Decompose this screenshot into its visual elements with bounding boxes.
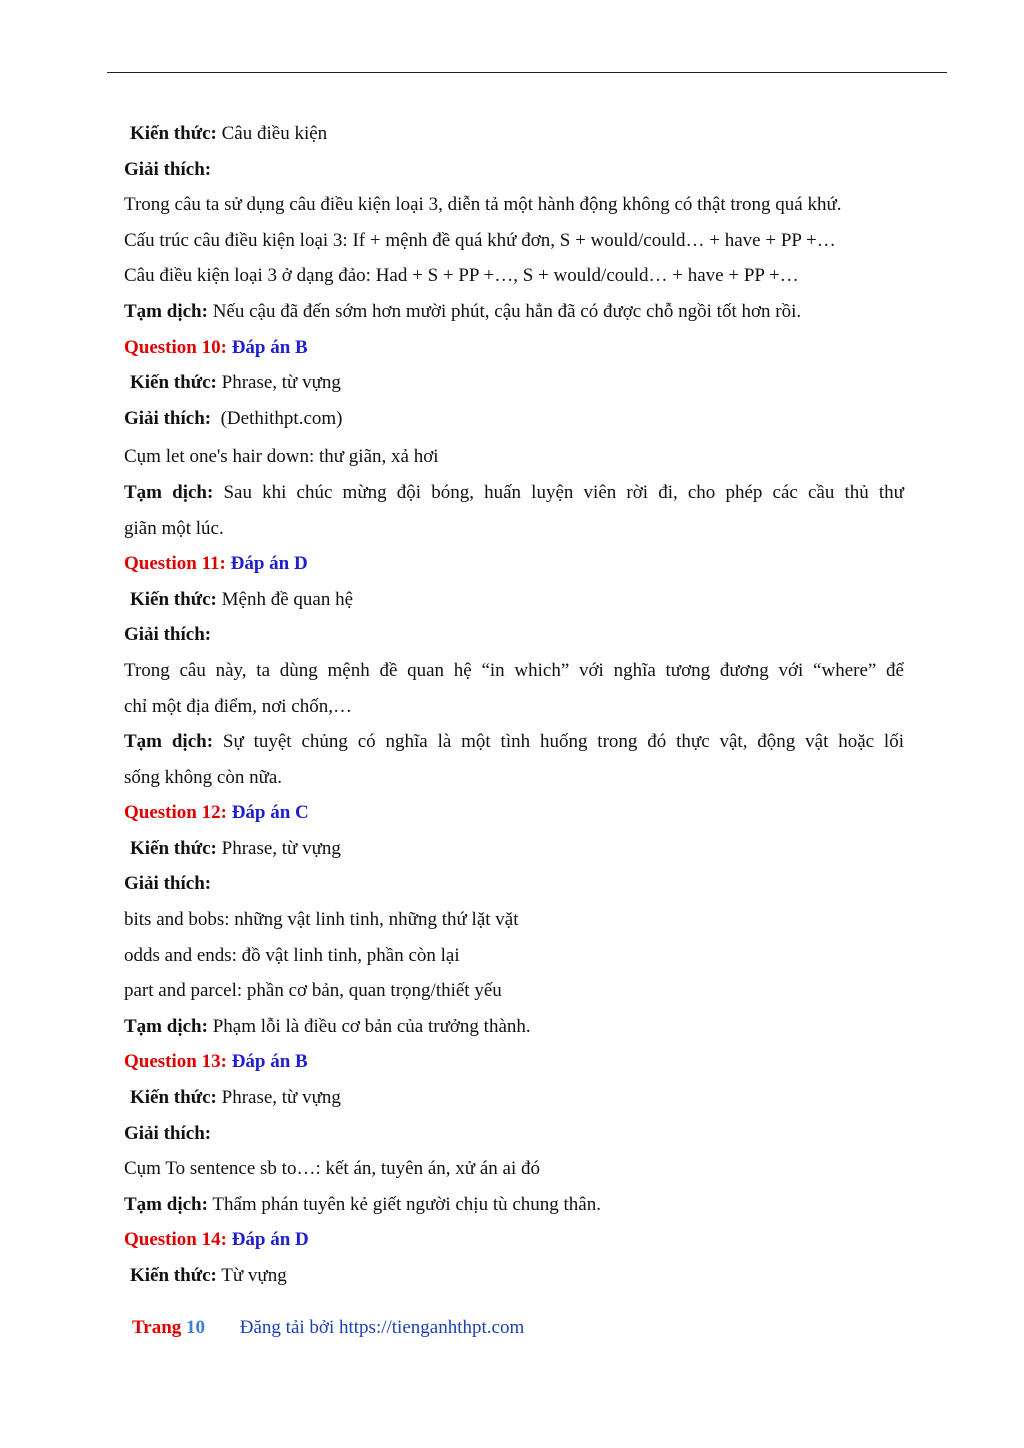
- labeled-line: [124, 365, 904, 401]
- question-number: Question 10:: [124, 336, 227, 358]
- line-label: Giải thích:: [124, 1122, 212, 1144]
- labeled-line: [124, 1187, 904, 1223]
- labeled-line: [124, 116, 904, 152]
- line-text: Phrase, từ vựng: [216, 372, 341, 394]
- question-number: Question 11:: [124, 553, 226, 575]
- labeled-line: [124, 152, 904, 188]
- text-line: Cấu trúc câu điều kiện loại 3: If + mệnh đề quá khứ đơn, S + would/could… + have + PP +…: [124, 229, 836, 251]
- line-label: Kiến thức:: [130, 123, 217, 144]
- line-label: Tạm dịch:: [124, 481, 214, 503]
- labeled-line: [124, 1116, 904, 1152]
- labeled-line: [124, 617, 904, 653]
- labeled-line: [124, 475, 904, 511]
- line-label: Giải thích:: [124, 407, 212, 429]
- question-heading: [124, 795, 904, 831]
- line-label: Giải thích:: [124, 158, 212, 180]
- line-label: Kiến thức:: [130, 372, 217, 394]
- page-label: Trang: [132, 1317, 182, 1338]
- text-line: sống không còn nữa.: [124, 766, 283, 788]
- labeled-line: [124, 1258, 904, 1294]
- line-text: Sự tuyệt chủng có nghĩa là một tình huống trong đó thực vật, động vật hoặc lối: [213, 731, 904, 753]
- labeled-line: [124, 401, 904, 437]
- line-text: Nếu cậu đã đến sớm hơn mười phút, cậu hẳn đã có được chỗ ngồi tốt hơn rồi.: [207, 300, 802, 322]
- line-label: Giải thích:: [124, 873, 212, 895]
- line-text: Phrase, từ vựng: [216, 1087, 341, 1109]
- answer-key: Đáp án D: [226, 1229, 309, 1251]
- header-rule: [107, 72, 947, 73]
- labeled-line: [124, 294, 904, 330]
- question-heading: [124, 546, 904, 582]
- line-label: Kiến thức:: [130, 1087, 217, 1109]
- text-line: part and parcel: phần cơ bản, quan trọng/thiết yếu: [124, 980, 502, 1002]
- line-label: Tạm dịch:: [124, 300, 208, 322]
- page-number: 10: [186, 1317, 206, 1338]
- answer-key: Đáp án B: [226, 336, 308, 358]
- text-line: odds and ends: đồ vật linh tinh, phần còn lại: [124, 944, 460, 966]
- labeled-line: [124, 724, 904, 760]
- text-line: Trong câu này, ta dùng mệnh đề quan hệ “in which” với nghĩa tương đương với “where” để: [124, 659, 904, 681]
- text-line: bits and bobs: những vật linh tinh, những thứ lặt vặt: [124, 909, 519, 931]
- question-heading: [124, 1222, 904, 1258]
- answer-key: Đáp án C: [226, 802, 309, 824]
- line-text: Thẩm phán tuyên kẻ giết người chịu tù chung thân.: [207, 1193, 601, 1215]
- line-label: Tạm dịch:: [124, 1193, 208, 1215]
- line-label: Giải thích:: [124, 624, 212, 646]
- question-number: Question 12:: [124, 802, 227, 824]
- question-heading: [124, 1044, 904, 1080]
- question-heading: [124, 330, 904, 366]
- answer-key: Đáp án B: [226, 1051, 308, 1073]
- line-label: Kiến thức:: [130, 1265, 217, 1286]
- text-line: chỉ một địa điểm, nơi chốn,…: [124, 695, 352, 717]
- line-text: (Dethithpt.com): [211, 407, 343, 429]
- line-label: Tạm dịch:: [124, 1015, 208, 1037]
- labeled-line: [124, 831, 904, 867]
- document-body: [124, 116, 904, 1294]
- question-number: Question 13:: [124, 1051, 227, 1073]
- text-line: Cụm To sentence sb to…: kết án, tuyên án, xử án ai đó: [124, 1158, 540, 1180]
- question-number: Question 14:: [124, 1229, 227, 1251]
- text-line: Cụm let one's hair down: thư giãn, xả hơi: [124, 446, 439, 468]
- line-text: Phrase, từ vựng: [216, 837, 341, 859]
- labeled-line: [124, 1080, 904, 1116]
- page-footer: [132, 1314, 524, 1342]
- uploaded-by-link[interactable]: Đăng tải bởi https://tienganhthpt.com: [239, 1317, 525, 1338]
- text-line: giãn một lúc.: [124, 517, 224, 539]
- line-text: Sau khi chúc mừng đội bóng, huấn luyện viên rời đi, cho phép các cầu thủ thư: [213, 481, 904, 503]
- text-line: Câu điều kiện loại 3 ở dạng đảo: Had + S + PP +…, S + would/could… + have + PP +…: [124, 265, 799, 287]
- line-label: Kiến thức:: [130, 588, 217, 610]
- line-label: Tạm dịch:: [124, 731, 214, 753]
- labeled-line: [124, 582, 904, 618]
- labeled-line: [124, 866, 904, 902]
- text-line: Trong câu ta sử dụng câu điều kiện loại 3, diễn tả một hành động không có thật trong quá khứ.: [124, 194, 842, 216]
- line-label: Kiến thức:: [130, 837, 217, 859]
- line-text: Câu điều kiện: [216, 123, 328, 144]
- labeled-line: [124, 1009, 904, 1045]
- line-text: Mệnh đề quan hệ: [216, 588, 354, 610]
- line-text: Từ vựng: [216, 1265, 287, 1286]
- answer-key: Đáp án D: [225, 553, 308, 575]
- line-text: Phạm lỗi là điều cơ bản của trưởng thành.: [207, 1015, 531, 1037]
